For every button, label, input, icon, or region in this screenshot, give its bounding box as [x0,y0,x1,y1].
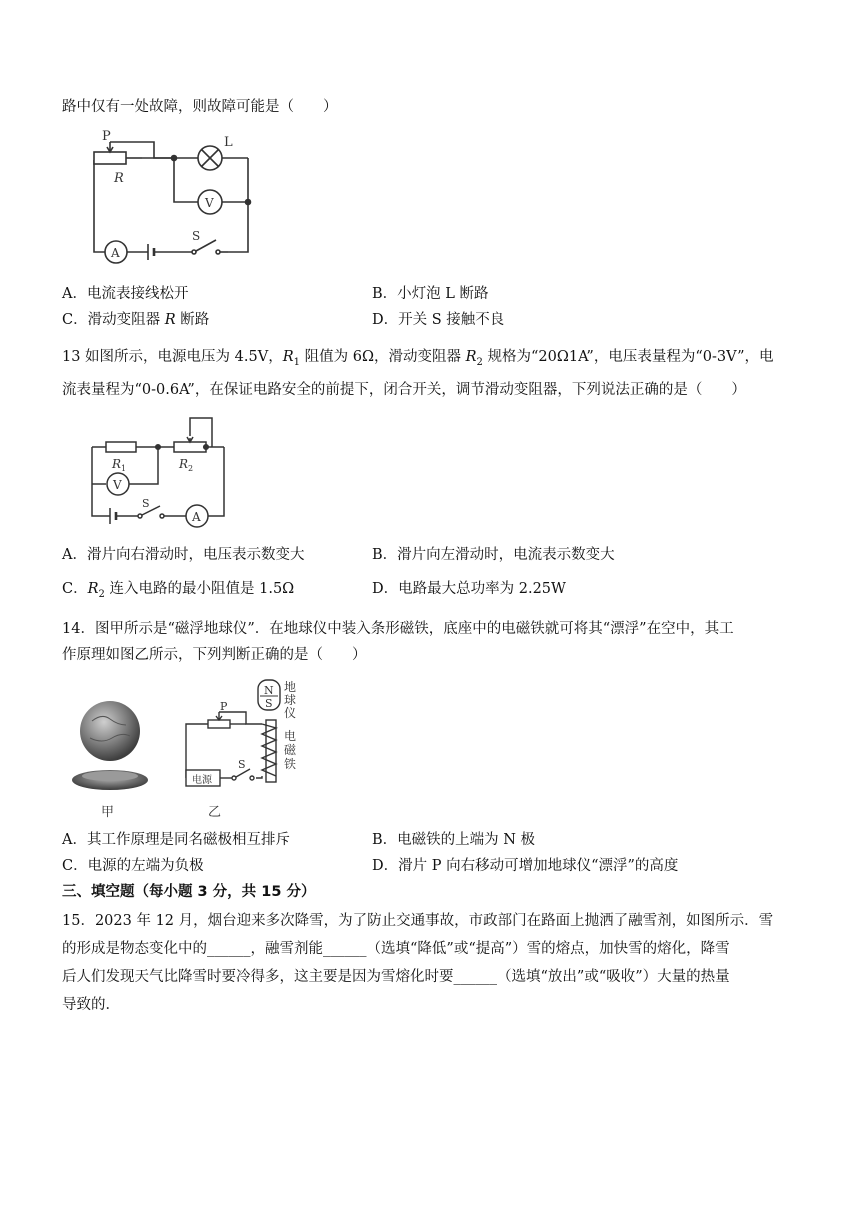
q14-label-yi: 乙 [208,805,222,820]
q12-label-l: L [224,135,233,150]
q14-label-p: P [220,700,228,713]
q14-option-b: B．电磁铁的上端为 N 极 [372,832,536,848]
q13-option-d: D．电路最大总功率为 2.25W [372,581,566,597]
q15-line-3: 后人们发现天气比降雪时要冷得多，这主要是因为雪熔化时要______（选填“放出”或“吸收”）大量的热量 [62,969,730,985]
q12-option-b: B．小灯泡 L 断路 [372,286,489,302]
q13-circuit-diagram [84,412,234,530]
q14-label-electromagnet: 电 磁 铁 [284,729,297,771]
q14-label-s-pole: S [265,697,273,710]
q14-label-globe: 地 球 仪 [284,680,297,720]
q13-label-v: V [113,478,122,492]
q13-option-b: B．滑片向左滑动时，电流表示数变大 [372,547,615,563]
q15-line-2: 的形成是物态变化中的______，融雪剂能______（选填“降低”或“提高”）雪的熔点，加快雪的熔化，降雪 [62,941,730,957]
q14-stem-line-2: 作原理如图乙所示，下列判断正确的是（ ） [62,647,367,663]
q12-circuit-diagram [80,128,270,268]
q12-label-p: P [102,129,111,144]
q13-label-s: S [142,497,150,510]
q14-figures [70,676,340,824]
q14-option-d: D．滑片 P 向右移动可增加地球仪“漂浮”的高度 [372,858,679,874]
q15-line-4: 导致的． [62,997,120,1013]
q13-option-a: A．滑片向右滑动时，电压表示数变大 [62,547,305,563]
q14-label-jia: 甲 [101,805,115,820]
q15-line-1: 15．2023 年 12 月，烟台迎来多次降雪，为了防止交通事故，市政部门在路面上抛洒了融雪剂，如图所示．雪 [62,913,774,929]
q13-label-r1: $R_1$ [112,457,127,473]
q14-option-c: C．电源的左端为负极 [62,858,204,874]
q12-option-a: A．电流表接线松开 [62,286,189,302]
q13-stem-line-1: 13 如图所示，电源电压为 4.5V，$R_1$ 阻值为 6Ω，滑动变阻器 $R_2$ 规格为“20Ω1A”，电压表量程为“0-3V”，电 [62,349,774,368]
q12-label-s: S [192,229,201,243]
q14-label-n: N [264,684,274,697]
q14-stem-line-1: 14．图甲所示是“磁浮地球仪”．在地球仪中装入条形磁铁，底座中的电磁铁就可将其“漂浮”在空中，其工 [62,621,734,637]
q12-option-c: C．滑动变阻器 R 断路 [62,312,210,328]
q12-label-a: A [111,246,120,260]
q12-label-v: V [205,196,214,210]
q13-label-r2: $R_2$ [179,457,194,473]
q14-label-s: S [238,758,246,771]
q13-option-c: C．$R_2$ 连入电路的最小阻值是 1.5Ω [62,581,295,600]
q13-label-a: A [192,510,201,524]
q12-option-d: D．开关 S 接触不良 [372,312,505,328]
q14-option-a: A．其工作原理是同名磁极相互排斥 [62,832,290,848]
section-3-title: 三、填空题（每小题 3 分，共 15 分） [62,884,316,900]
q12-label-r: R [114,171,124,186]
globe-icon [80,701,140,761]
q13-stem-line-2: 流表量程为“0-0.6A”，在保证电路安全的前提下，闭合开关，调节滑动变阻器，下列说法正确的是（ ） [62,382,746,398]
q12-stem-tail: 路中仅有一处故障，则故障可能是（ ） [62,99,338,115]
q14-label-source: 电源 [192,775,212,786]
